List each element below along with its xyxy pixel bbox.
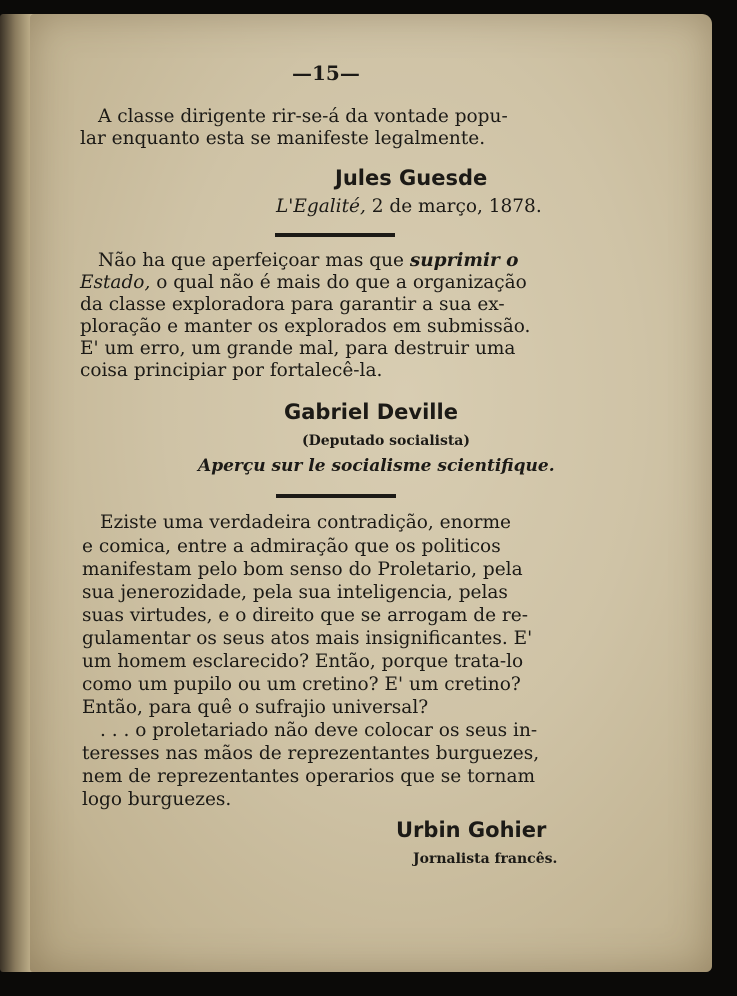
quote3-line-4: sua jenerozidade, pela sua inteligencia, pelas [82,582,508,603]
paper-sheet [30,14,712,972]
quote3-line-9: Então, para quê o sufrajio universal? [82,697,429,718]
quote3-line-12: nem de reprezentantes operarios que se tornam [82,766,536,787]
page-number: —15— [292,61,360,85]
quote1-line-1: A classe dirigente rir-se-á da vontade popu- [98,106,508,127]
quote3-line-1: Eziste uma verdadeira contradição, enorme [100,512,511,533]
quote1-line-2: lar enquanto esta se manifeste legalmente. [80,128,486,149]
quote3-author: Urbin Gohier [396,818,547,842]
quote2-line-3: da classe exploradora para garantir a sua ex- [80,294,505,315]
quote2-line-1 [98,250,519,272]
quote2-line-1-a: Não ha que aperfeiçoar mas que [98,250,410,271]
quote1-source-title: L'Egalité, [276,196,366,217]
quote3-line-11: teresses nas mãos de reprezentantes burguezes, [82,743,540,764]
quote2-emphasis-suprimir: suprimir o [409,250,519,271]
quote2-source: Aperçu sur le socialisme scientifique. [198,456,555,476]
quote3-line-5: suas virtudes, e o direito que se arrogam de re- [82,605,528,626]
quote3-author-note: Jornalista francês. [413,851,558,867]
quote2-line-6: coisa principiar por fortalecê-la. [80,360,383,381]
quote3-line-2: e comica, entre a admiração que os politicos [82,536,501,557]
quote2-author-note: (Deputado socialista) [302,433,470,449]
separator-rule-1 [275,233,395,237]
quote1-author: Jules Guesde [335,166,488,190]
quote3-line-10: . . . o proletariado não deve colocar os seus in- [100,720,538,741]
quote3-line-8: como um pupilo ou um cretino? E' um cretino? [82,674,521,695]
quote2-author: Gabriel Deville [284,400,458,424]
quote3-line-13: logo burguezes. [82,789,232,810]
separator-rule-2 [276,494,396,498]
quote1-source-date: 2 de março, 1878. [365,196,542,217]
quote3-line-7: um homem esclarecido? Então, porque trata-lo [82,651,524,672]
quote2-emphasis-estado: Estado, [80,272,151,293]
quote2-line-2 [80,272,527,294]
quote2-line-2-b: o qual não é mais do que a organização [150,272,527,293]
quote2-line-5: E' um erro, um grande mal, para destruir uma [80,338,516,359]
quote3-line-3: manifestam pelo bom senso do Proletario, pela [82,559,523,580]
quote3-line-6: gulamentar os seus atos mais insignificantes. E' [82,628,533,649]
book-binding [0,14,34,972]
quote1-source [276,196,542,218]
quote2-line-4: ploração e manter os explorados em submissão. [80,316,531,337]
